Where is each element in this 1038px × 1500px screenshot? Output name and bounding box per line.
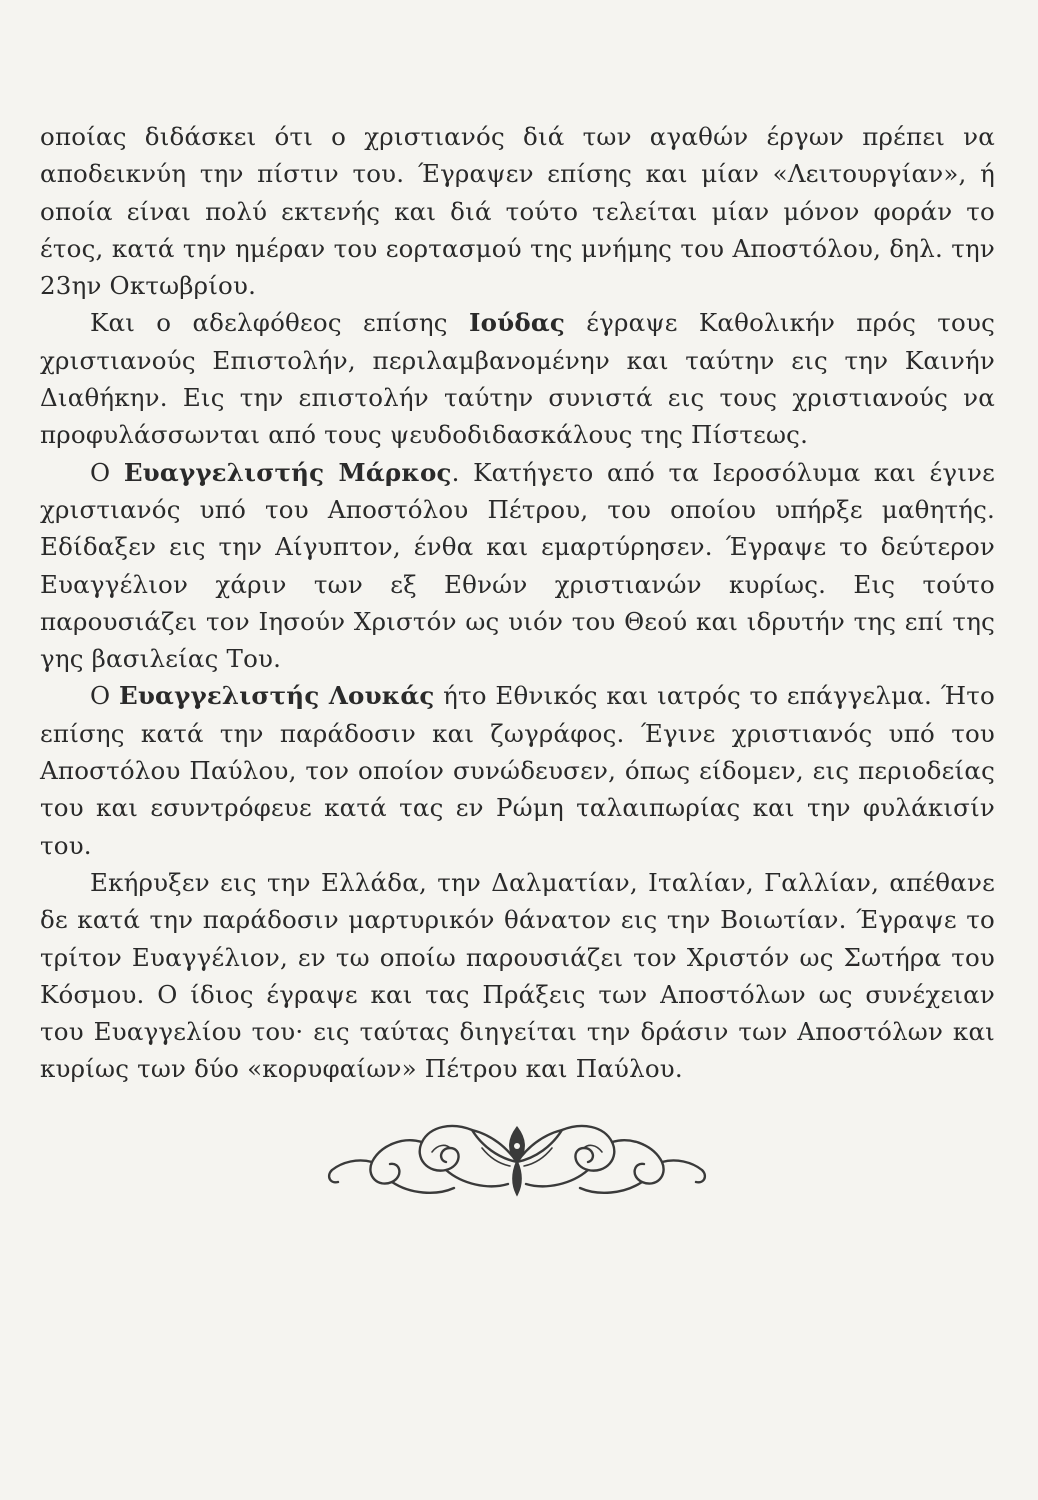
paragraph-rest: έγραψε Καθολικήν πρός τους χριστιανούς Επιστολήν, περιλαμβανομένην και ταύτην εις την Καινήν Διαθήκην. Εις την επιστολήν ταύτην συνιστά εις τους χριστιανούς να προφυλάσσωνται από τους ψευδοδιδασκάλους της Πίστεως. (40, 308, 995, 450)
paragraph-rest: . Κατήγετο από τα Ιεροσόλυμα και έγινε χριστιανός υπό του Αποστόλου Πέτρου, του οποίου υπήρξε μαθητής. Εδίδαξεν εις την Αίγυπτον, ένθα και εμαρτύρησεν. Έγραψε το δεύτερον Ευαγγέλιον χάριν των εξ Εθνών χριστιανών κυρίως. Εις τούτο παρουσιάζει τον Ιησούν Χριστόν ως υιόν του Θεού και ιδρυτήν της επί της γης βασιλείας Του. (40, 457, 995, 674)
paragraph-text: Εκήρυξεν εις την Ελλάδα, την Δαλματίαν, Ιταλίαν, Γαλλίαν, απέθανε δε κατά την παράδοσιν μαρτυρικόν θάνατον εις την Βοιωτίαν. Έγραψε το τρίτον Ευαγγέλιον, εν τω οποίω παρουσιάζει τον Χριστόν ως Σωτήρα του Κόσμου. Ο ίδιος έγραψε και τας Πράξεις των Αποστόλων ως συνέχειαν του Ευαγγελίου του· εις ταύτας διηγείται την δράσιν των Αποστόλων και κυρίως των δύο «κορυφαίων» Πέτρου και Παύλου. (40, 867, 995, 1084)
paragraph-luke (40, 677, 995, 863)
body-text (40, 118, 995, 1088)
paragraph-text: οποίας διδάσκει ότι ο χριστιανός διά των αγαθών έργων πρέπει να αποδεικνύη την πίστιν του. Έγραψεν επίσης και μίαν «Λειτουργίαν», ή οποία είναι πολύ εκτενής και διά τούτο τελείται μίαν μόνον φοράν το έτος, κατά την ημέραν του εορτασμού της μνήμης του Αποστόλου, δηλ. την 23ην Οκτωβρίου. (40, 122, 995, 301)
paragraph-judas (40, 304, 995, 453)
floral-ornament-icon (312, 1118, 722, 1203)
paragraph-mark (40, 454, 995, 678)
paragraph-lead: Ο (90, 681, 119, 711)
paragraph-liturgy (40, 118, 995, 304)
paragraph-rest: ήτο Εθνικός και ιατρός το επάγγελμα. Ήτο επίσης κατά την παράδοσιν και ζωγράφος. Έγινε χριστιανός υπό του Αποστόλου Παύλου, τον οποίον συνώδευσεν, όπως είδομεν, εις περιοδείας του και εσυντρόφευε κατά τας εν Ρώμη ταλαιπωρίας και την φυλάκισίν του. (40, 681, 995, 860)
paragraph-luke-preaching (40, 864, 995, 1088)
heading-evangelist-mark: Ευαγγελιστής Μάρκος (123, 457, 452, 487)
paragraph-lead: Ο (90, 457, 124, 487)
heading-evangelist-luke: Ευαγγελιστής Λουκάς (118, 681, 435, 711)
name-judas: Ιούδας (468, 308, 566, 338)
paragraph-lead: Και ο αδελφόθεος επίσης (90, 308, 469, 338)
